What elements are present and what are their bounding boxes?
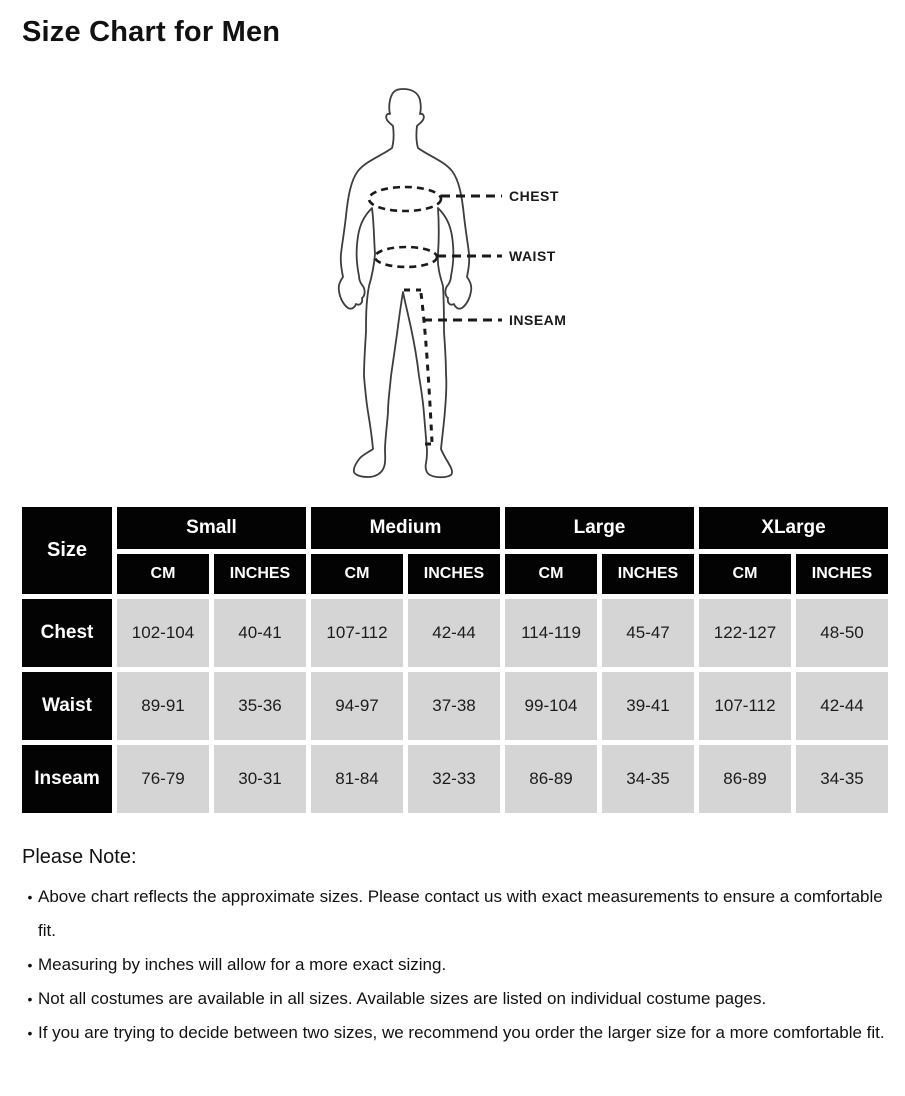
chest-small-inches: 40-41 xyxy=(214,599,306,667)
chest-large-inches: 45-47 xyxy=(602,599,694,667)
inseam-xlarge-cm: 86-89 xyxy=(699,745,791,813)
unit-header-inches: INCHES xyxy=(408,554,500,594)
note-text: Above chart reflects the approximate sizes. Please contact us with exact measurements to ensure a comfortable fit. xyxy=(38,887,883,940)
male-figure-illustration xyxy=(0,64,905,484)
note-text: Not all costumes are available in all sizes. Available sizes are listed on individual costume pages. xyxy=(38,989,767,1008)
page-title: Size Chart for Men xyxy=(22,16,281,48)
unit-header-cm: CM xyxy=(505,554,597,594)
note-item xyxy=(22,982,905,1016)
waist-large-cm: 99-104 xyxy=(505,672,597,740)
inseam-large-inches: 34-35 xyxy=(602,745,694,813)
note-text: Measuring by inches will allow for a more exact sizing. xyxy=(38,955,447,974)
waist-medium-inches: 37-38 xyxy=(408,672,500,740)
row-header-chest: Chest xyxy=(22,599,112,667)
waist-large-inches: 39-41 xyxy=(602,672,694,740)
waist-small-inches: 35-36 xyxy=(214,672,306,740)
group-header-xlarge: XLarge xyxy=(699,507,888,549)
group-header-medium: Medium xyxy=(311,507,500,549)
unit-header-inches: INCHES xyxy=(796,554,888,594)
waist-measure-ellipse xyxy=(375,247,437,267)
note-text: If you are trying to decide between two sizes, we recommend you order the larger size for a more comfortable fit. xyxy=(38,1023,885,1042)
chest-label: CHEST xyxy=(509,188,559,204)
note-item xyxy=(22,1016,905,1050)
notes-heading: Please Note: xyxy=(22,846,137,868)
size-corner-header: Size xyxy=(22,507,112,594)
inseam-medium-cm: 81-84 xyxy=(311,745,403,813)
inseam-large-cm: 86-89 xyxy=(505,745,597,813)
unit-header-inches: INCHES xyxy=(214,554,306,594)
unit-header-cm: CM xyxy=(311,554,403,594)
chest-medium-cm: 107-112 xyxy=(311,599,403,667)
note-item xyxy=(22,948,905,982)
row-header-inseam: Inseam xyxy=(22,745,112,813)
male-figure-outline xyxy=(339,89,472,477)
inseam-small-inches: 30-31 xyxy=(214,745,306,813)
table-row-waist xyxy=(22,672,888,740)
chest-medium-inches: 42-44 xyxy=(408,599,500,667)
waist-xlarge-cm: 107-112 xyxy=(699,672,791,740)
inseam-xlarge-inches: 34-35 xyxy=(796,745,888,813)
group-header-small: Small xyxy=(117,507,306,549)
table-row-inseam xyxy=(22,745,888,813)
bullet-icon: • xyxy=(27,1025,33,1041)
size-chart-table xyxy=(17,502,893,818)
body-measurement-diagram xyxy=(0,64,905,484)
group-header-large: Large xyxy=(505,507,694,549)
unit-header-inches: INCHES xyxy=(602,554,694,594)
table-group-header-row xyxy=(22,507,888,549)
inseam-medium-inches: 32-33 xyxy=(408,745,500,813)
bullet-icon: • xyxy=(27,991,33,1007)
note-item xyxy=(22,880,905,948)
unit-header-cm: CM xyxy=(117,554,209,594)
chest-measure-ellipse xyxy=(369,187,441,211)
chest-xlarge-inches: 48-50 xyxy=(796,599,888,667)
unit-header-cm: CM xyxy=(699,554,791,594)
bullet-icon: • xyxy=(27,889,33,905)
waist-medium-cm: 94-97 xyxy=(311,672,403,740)
chest-large-cm: 114-119 xyxy=(505,599,597,667)
inseam-measure-line xyxy=(404,290,436,444)
inseam-small-cm: 76-79 xyxy=(117,745,209,813)
waist-small-cm: 89-91 xyxy=(117,672,209,740)
waist-label: WAIST xyxy=(509,248,556,264)
bullet-icon: • xyxy=(27,957,33,973)
table-unit-header-row xyxy=(22,554,888,594)
table-row-chest xyxy=(22,599,888,667)
chest-xlarge-cm: 122-127 xyxy=(699,599,791,667)
inseam-label: INSEAM xyxy=(509,312,567,328)
waist-xlarge-inches: 42-44 xyxy=(796,672,888,740)
row-header-waist: Waist xyxy=(22,672,112,740)
notes-section xyxy=(22,842,905,1050)
chest-small-cm: 102-104 xyxy=(117,599,209,667)
